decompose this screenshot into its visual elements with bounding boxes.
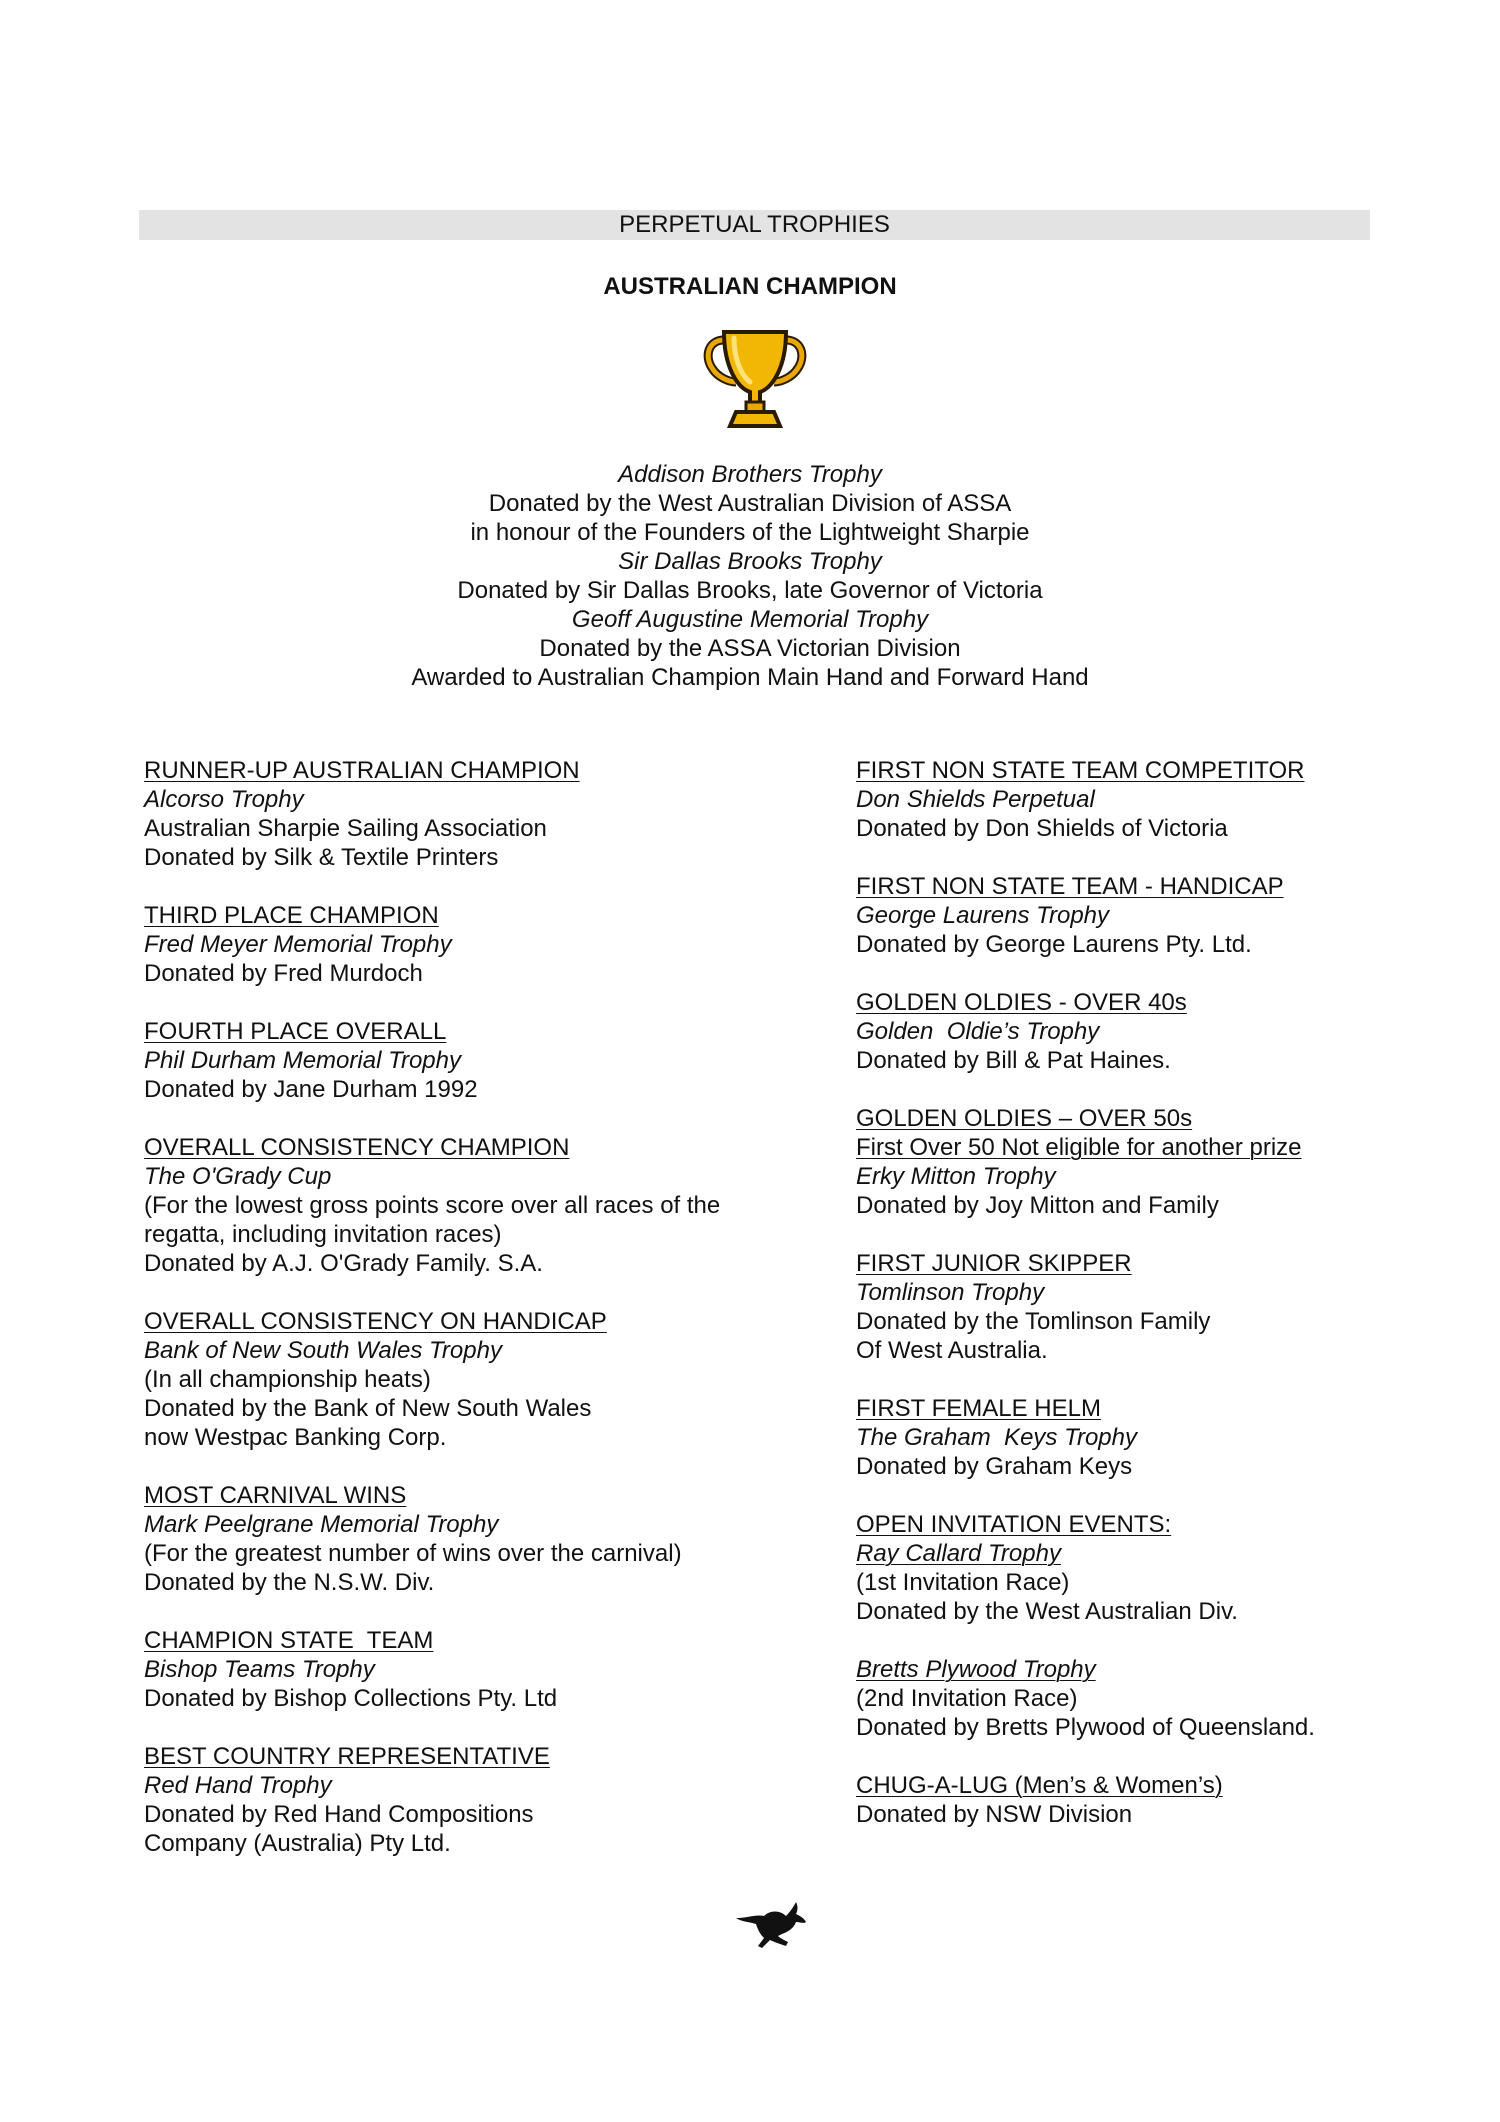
detail-line: Donated by Jane Durham 1992 — [144, 1076, 478, 1103]
detail-line: Donated by Don Shields of Victoria — [856, 815, 1228, 842]
section-title: CHUG-A-LUG (Men’s & Women’s) — [856, 1772, 1223, 1799]
detail-line: Donated by George Laurens Pty. Ltd. — [856, 931, 1252, 958]
section-title: FIRST NON STATE TEAM COMPETITOR — [856, 757, 1305, 784]
kangaroo-icon — [734, 1900, 812, 1950]
main-heading: AUSTRALIAN CHAMPION — [603, 273, 897, 300]
australian-champion-details — [0, 460, 1500, 692]
detail-line: Donated by the Tomlinson Family — [856, 1308, 1211, 1335]
section-title: THIRD PLACE CHAMPION — [144, 902, 439, 929]
detail-line: (For the greatest number of wins over the carnival) — [144, 1540, 682, 1567]
trophy-section — [856, 1510, 1456, 1626]
trophy-name: Fred Meyer Memorial Trophy — [144, 931, 452, 958]
section-title: OVERALL CONSISTENCY ON HANDICAP — [144, 1308, 607, 1335]
detail-line: Australian Sharpie Sailing Association — [144, 815, 547, 842]
detail-line: Donated by Bill & Pat Haines. — [856, 1047, 1171, 1074]
detail-line: (In all championship heats) — [144, 1366, 431, 1393]
left-column — [144, 756, 804, 1887]
trophy-section — [856, 988, 1456, 1075]
detail-line: Donated by the N.S.W. Div. — [144, 1569, 435, 1596]
trophy-name: Red Hand Trophy — [144, 1772, 332, 1799]
detail-line: Donated by Bretts Plywood of Queensland. — [856, 1714, 1315, 1741]
trophy-name: Phil Durham Memorial Trophy — [144, 1047, 461, 1074]
detail-line: Donated by NSW Division — [856, 1801, 1133, 1828]
section-title: CHAMPION STATE TEAM — [144, 1627, 434, 1654]
detail-line: Company (Australia) Pty Ltd. — [144, 1830, 451, 1857]
donation-line: Donated by Sir Dallas Brooks, late Governor of Victoria — [457, 577, 1043, 604]
trophy-section — [144, 901, 804, 988]
trophy-name: Ray Callard Trophy — [856, 1540, 1061, 1567]
section-title: RUNNER-UP AUSTRALIAN CHAMPION — [144, 757, 580, 784]
trophy-section — [144, 1481, 804, 1597]
trophy-name: Addison Brothers Trophy — [618, 461, 882, 488]
trophy-name: Golden Oldie’s Trophy — [856, 1018, 1100, 1045]
trophy-section — [856, 756, 1456, 843]
detail-line: Donated by A.J. O'Grady Family. S.A. — [144, 1250, 543, 1277]
detail-line: (For the lowest gross points score over all races of the regatta, including invitation races) — [144, 1192, 721, 1248]
trophy-name: Alcorso Trophy — [144, 786, 304, 813]
section-title: FIRST JUNIOR SKIPPER — [856, 1250, 1132, 1277]
detail-line: now Westpac Banking Corp. — [144, 1424, 447, 1451]
section-title: GOLDEN OLDIES – OVER 50s — [856, 1105, 1193, 1132]
donation-line: Donated by the West Australian Division of ASSA — [488, 490, 1012, 517]
trophy-name: Tomlinson Trophy — [856, 1279, 1045, 1306]
section-title: FOURTH PLACE OVERALL — [144, 1018, 447, 1045]
trophy-name: Geoff Augustine Memorial Trophy — [571, 606, 929, 633]
section-subtitle: First Over 50 Not eligible for another prize — [856, 1134, 1302, 1161]
banner-title: PERPETUAL TROPHIES — [619, 211, 890, 238]
trophy-name: Erky Mitton Trophy — [856, 1163, 1056, 1190]
trophy-name: The O'Grady Cup — [144, 1163, 332, 1190]
trophy-name: Bank of New South Wales Trophy — [144, 1337, 502, 1364]
trophy-section — [856, 872, 1456, 959]
donation-line: in honour of the Founders of the Lightweight Sharpie — [470, 519, 1030, 546]
section-title: GOLDEN OLDIES - OVER 40s — [856, 989, 1187, 1016]
trophy-name: Bishop Teams Trophy — [144, 1656, 375, 1683]
detail-line: (1st Invitation Race) — [856, 1569, 1070, 1596]
trophy-name: Bretts Plywood Trophy — [856, 1656, 1096, 1683]
section-title: FIRST FEMALE HELM — [856, 1395, 1101, 1422]
trophy-name: Mark Peelgrane Memorial Trophy — [144, 1511, 499, 1538]
section-title: FIRST NON STATE TEAM - HANDICAP — [856, 873, 1284, 900]
section-title: OVERALL CONSISTENCY CHAMPION — [144, 1134, 570, 1161]
detail-line: Donated by Joy Mitton and Family — [856, 1192, 1219, 1219]
trophy-section — [856, 1394, 1456, 1481]
trophy-section — [856, 1249, 1456, 1365]
trophy-section — [144, 1626, 804, 1713]
detail-line: Donated by Silk & Textile Printers — [144, 844, 499, 871]
trophy-section — [144, 1742, 804, 1858]
donation-line: Donated by the ASSA Victorian Division — [539, 635, 961, 662]
detail-line: Donated by the West Australian Div. — [856, 1598, 1238, 1625]
detail-line: Donated by the Bank of New South Wales — [144, 1395, 592, 1422]
trophy-section — [856, 1771, 1456, 1829]
section-title: MOST CARNIVAL WINS — [144, 1482, 407, 1509]
trophy-section — [856, 1104, 1456, 1220]
page-banner — [139, 210, 1370, 240]
gold-cup-icon — [700, 326, 810, 434]
detail-line: Donated by Red Hand Compositions — [144, 1801, 534, 1828]
detail-line: Donated by Bishop Collections Pty. Ltd — [144, 1685, 558, 1712]
trophy-name: Sir Dallas Brooks Trophy — [618, 548, 882, 575]
trophy-name: The Graham Keys Trophy — [856, 1424, 1137, 1451]
detail-line: (2nd Invitation Race) — [856, 1685, 1078, 1712]
trophy-section — [144, 1307, 804, 1452]
trophy-name: George Laurens Trophy — [856, 902, 1110, 929]
detail-line: Donated by Fred Murdoch — [144, 960, 423, 987]
trophy-section — [856, 1655, 1456, 1742]
detail-line: Donated by Graham Keys — [856, 1453, 1133, 1480]
detail-line: Of West Australia. — [856, 1337, 1048, 1364]
trophy-name: Don Shields Perpetual — [856, 786, 1095, 813]
section-title: OPEN INVITATION EVENTS: — [856, 1511, 1172, 1538]
award-line: Awarded to Australian Champion Main Hand and Forward Hand — [411, 664, 1089, 691]
trophy-section — [144, 1017, 804, 1104]
right-column — [856, 756, 1456, 1858]
trophy-section — [144, 1133, 804, 1278]
trophy-section — [144, 756, 804, 872]
section-title: BEST COUNTRY REPRESENTATIVE — [144, 1743, 550, 1770]
